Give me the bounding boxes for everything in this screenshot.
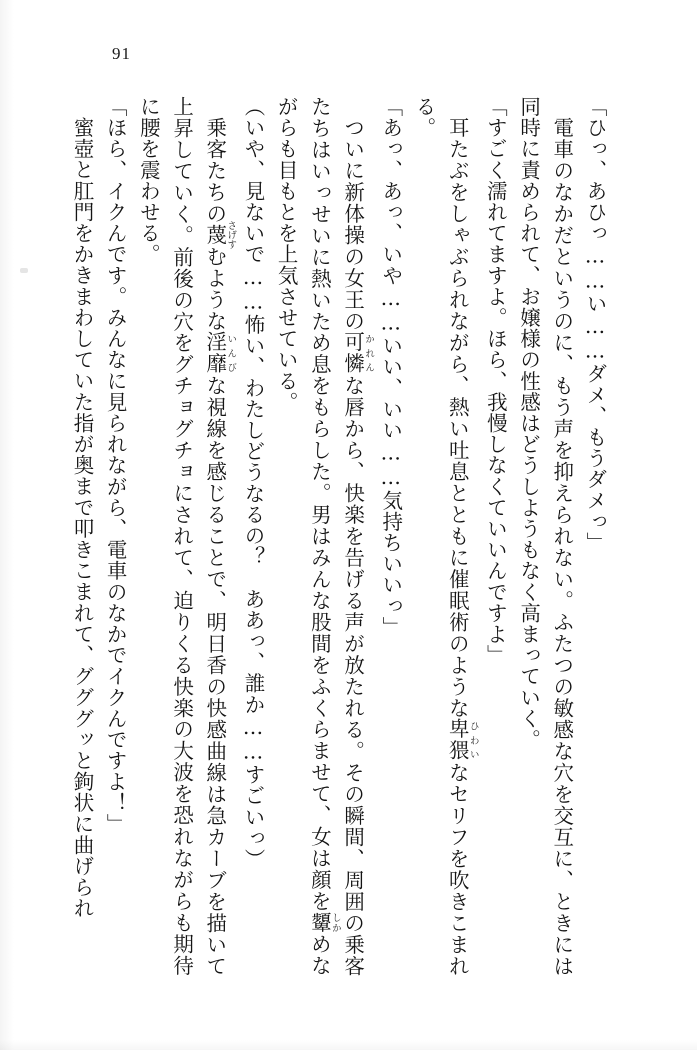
- paragraph-2: 電車のなかだというのに、もう声を抑えられない。ふたつの敏感な穴を交互に、ときには同時に責められて、お嬢様の性感はどうしようもなく高まっていく。: [516, 96, 574, 976]
- ruby-reading: かれん: [363, 331, 375, 375]
- ruby-reading: さげす: [225, 220, 237, 249]
- paragraph-10: 蜜壺と肛門をかきまわしていた指が奥まで叩きこまれて、グググッと鉤状に曲げられ: [69, 116, 94, 919]
- ruby-可憐: 可憐かれん: [340, 331, 375, 375]
- paragraph-4: 耳たぶをしゃぶられながら、熱い吐息とともに催眠術のような卑猥ひわいなセリフを吹きこまれる。: [411, 96, 479, 976]
- paragraph-1: 「ひっ、あひっ……い……ダメ、もうダメっ」: [583, 96, 607, 554]
- paragraph-8: 乗客たちの蔑さげすむような淫靡いんびな視線を感じることで、明日香の快感曲線は急カーブを描いて上昇していく。前後の穴をグチョグチョにされて、迫りくる快楽の大波を恐れながらも期待に腰を震わせる。: [136, 96, 237, 976]
- ruby-顰: 顰しか: [307, 911, 341, 934]
- paragraph-5: 「あっ、あっ、いや……いい、いい……気持ちいいっ」: [378, 96, 403, 638]
- page-body-vertical-text: [51, 96, 611, 976]
- paragraph-9: 「ほら、イクんです。みんなに見られながら、電車のなかでイクんですよ！」: [103, 96, 128, 835]
- ruby-卑猥: 卑猥ひわい: [445, 718, 479, 762]
- page-number: 91: [112, 44, 131, 63]
- paragraph-7: （いや、見ないで……怖い、わたしどうなるの？ ああっ、誰か……すごいっ）: [240, 96, 265, 870]
- ruby-reading: いんび: [225, 331, 237, 375]
- scan-edge-shadow-left: [0, 0, 14, 1050]
- ruby-reading: ひわい: [467, 718, 479, 762]
- scan-artifact-speck: [20, 268, 28, 273]
- ruby-淫靡: 淫靡いんび: [202, 331, 237, 375]
- ruby-蔑: 蔑さげす: [202, 220, 237, 249]
- paragraph-3: 「すごく濡れてますよ。ほら、我慢しなくていいんですよ」: [483, 96, 508, 666]
- ruby-reading: しか: [329, 911, 341, 934]
- scan-edge-shadow-bottom: [0, 1040, 697, 1050]
- paragraph-6: ついに新体操の女王の可憐かれんな唇から、快楽を告げる声が放たれる。その瞬間、周囲の乗客たちはいっせいに熱いため息をもらした。男はみんな股間をふくらませて、女は顔を顰しかめながらも目もとを上気させている。: [274, 96, 375, 977]
